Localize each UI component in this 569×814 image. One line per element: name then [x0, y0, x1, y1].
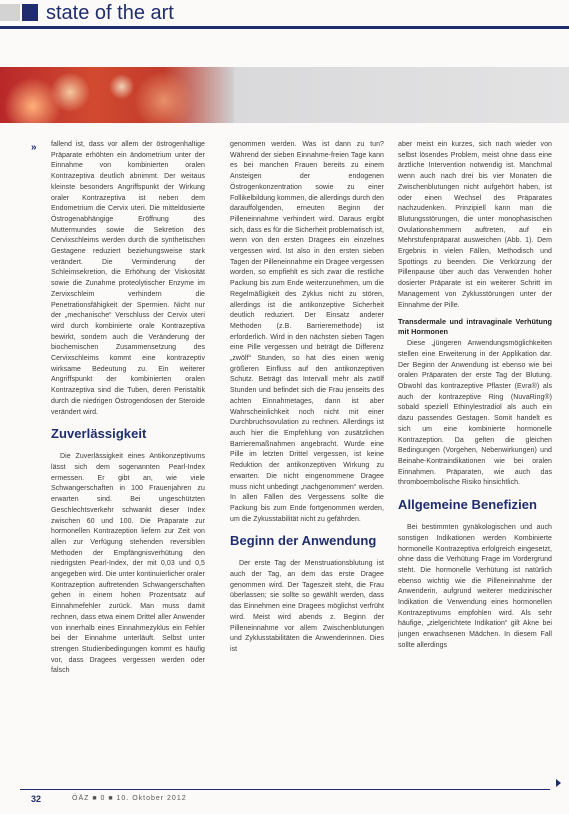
article-start-marker: » — [31, 142, 37, 153]
section-title: state of the art — [46, 2, 174, 24]
paragraph: genommen werden. Was ist dann zu tun? Während der sieben Einnahme-freien Tage kann es bei manchen Frauen bereits zu einem Ansteigen der endogenen Östrogenkonzentration sowie zu einer Follikelbildung kommen, die allerdings durch den darauffolgenden, erneuten Beginn der Pilleneinnahme verhindert wird. Daraus ergibt sich, dass es für die Sicherheit problematisch ist, wenn von den ersten Dragees ein einzelnes vergessen wird. Ist also in den ersten sieben Tagen der Pilleneinnahme ein Dragee vergessen worden, so empfiehlt es sich zwar die restliche Packung bis zum Ende weiterzunehmen, um die Regelmäßigkeit des Zyklus nicht zu stören, allerdings ist die antikonzeptive Sicherheit deutlich reduziert. Der Einsatz anderer Methoden (z.B. Barrieremethode) ist erforderlich. Wird in den nächsten sieben Tagen eine Pille vergessen und beträgt die Differenz „zwölf“ Stunden, so hat dies einen wenig größeren Einfluss auf den antikonzeptiven Schutz. Beträgt das Intervall mehr als zwölf Stunden und befindet sich die Frau jenseits des achten Einnahmetages, dann ist aber Wahrscheinlichkeit noch nicht mit einer Durchbruchsovulation zu rechnen. Allerdings ist auch hier die Empfehlung von zusätzlichen Barrieremaßnahmen angebracht. Wurde eine Pille im letzten Drittel vergessen, ist keine Reduktion der antikonzeptiven Wirkung zu erwarten. Die nicht eingenommene Dragee muss nicht unbedingt „nachgenommen“ werden. In allen Fällen des Vergessens sollte die Packung bis zum Ende fortgenommen werden, um die Zykusstabilität nicht zu gefährden. — [230, 141, 384, 523]
paragraph: Die Zuverlässigkeit eines Antikonzeptivums lässt sich dem sogenannten Pearl-Index ermessen. Er gibt an, wie viele Schwangerschaften in 100 Frauenjahren zu erwarten sind. Bei ungeschützten Geschlechtsverkehr schwankt dieser Index zwischen 60 und 100. Die Präparate zur hormonellen Kontrazeption liefern zur Zeit von allen zur Verfügung stehenden reversiblen Methoden der Empfängnisverhütung den niedrigsten Pearl-Index, der mit 0,03 und 0,5 angegeben wird. Die unter kontinuierlicher oraler Kontrazeption auftretenden Schwangerschaften gehen in einem hohen Prozentsatz auf Einnahmefehler zurück. Man muss damit rechnen, dass etwa einem Drittel aller Anwender von innerhalb eines Einnahmezyklus ein Fehler bei der Einnahme unterläuft. Selbst unter strengen Studienbedingungen kommt es häufig vor, dass Dragees vergessen werden oder falsch — [51, 453, 205, 675]
header-bar — [0, 0, 569, 26]
section-heading: Zuverlässigkeit — [51, 426, 147, 442]
paragraph: Diese „jüngeren Anwendungsmöglichkeiten stellen eine Erweiterung in der Applikation dar. Der Beginn der Anwendung ist ebenso wie bei oralen Präparaten der erste Tag der Blutung. Obwohl das kontrazeptive Pflaster (Evra®) als auch der kontrazeptive Ring (NuvaRing®) sobald speziell Ethinylestradiol als auch ein dazu passendes Gestagen. Somit handelt es sich um eine kombinierte hormonelle Kontrazeption. Da gelten die gleichen Bedingungen (Vorgehen, Nebenwirkungen) und Beinahe-Kontraindikationen wie bei oralen Einnahmen. Präparaten, wie auch das thromboembolische Risiko hinsichtlich. — [398, 340, 552, 487]
section-heading: Beginn der Anwendung — [230, 533, 377, 549]
paragraph: Bei bestimmten gynäkologischen und auch sonstigen Indikationen werden Kombinierte hormonelle Kontrazeptiva erfolgreich eingesetzt, ohne dass die Verhütung Frage im Vordergrund steht. Die hormonelle Verhütung ist natürlich ebenso wichtig wie die Pilleneinnahme der Anwenderin, aufgrund weiterer medizinischer Indikation die Verwendung eines hormonellen Kontrazeptivums empfohlen wird. Als sehr häufige, „zielgerichtete Indikation“ gilt Akne bei jungen erwachsenen Mädchen. In diesem Fall sollte allerdings — [398, 524, 552, 649]
paragraph: Der erste Tag der Menstruationsblutung ist auch der Tag, an dem das erste Dragee genommen wird. Der Tageszeit steht, die Frau überlassen; sie sollte so gewählt werden, dass das Einnehmen eine Dragees möglichst verfrüht wird. Meist wird abends z. Beginn der Pilleneinnahme vor allem Zwischenblutungen und Zyklusstabilitäten die Anwenderinnen. Dies ist — [230, 560, 384, 653]
header-gray-block — [0, 4, 20, 21]
text-column-3 — [398, 140, 552, 652]
header-navy-square — [22, 4, 38, 21]
footer-rule — [20, 789, 550, 790]
continue-arrow-icon — [556, 779, 561, 787]
paragraph: fallend ist, dass vor allem der östrogenhaltige Präparate erhöhten ein ändometrium unter der Einnahme von kombinierten oralen Kontrazeptiva deutlich abnimmt. Der weitaus kleinste besonders Angriffspunkt der Wirkung oraler Kontrazeptiva ist neben dem Endometrium die Cervix uteri. Die mitteldosierte Östrogenabhängige Eröffnung des Muttermundes sowie die Sekretion des Cervixschleims werden durch die synthetischen Gestagene reduziert beziehungsweise stark verändert. Die Verminderung der Schleimsekretion, die Erhöhung der Viskosität sowie die Zunahme proteolytischer Enzyme im Zervixschleim verhindern die Penetrationsfähigkeit der Spermien. Nicht nur der „mechanische“ Verschluss der Cervix uteri wird durch kombinierte orale Kontrazeptiva bewirkt, sondern auch die Veränderung der biochemischen Zusammensetzung des Cervixschleims kommt eine kontrazeptiv wirksame Bedeutung zu. Ein weiterer Angriffspunkt der kombinierten oralen Kontrazeptiva sind die Tuben, deren Peristaltik durch die niedrigen Östrogendosen der Steroide verändert wird. — [51, 141, 205, 416]
section-heading: Allgemeine Benefizien — [398, 497, 538, 513]
text-column-1 — [51, 140, 205, 677]
hero-image — [0, 67, 234, 123]
issue-info: ÖÄZ ■ 0 ■ 10. Oktober 2012 — [72, 795, 187, 802]
subsection-heading: Transdermale und intravaginale Verhütung mit Hormonen — [398, 317, 552, 337]
hero-background — [234, 67, 569, 123]
text-column-2 — [230, 140, 384, 656]
paragraph: aber meist ein kurzes, sich nach wieder von selbst lösendes Problem, meist ohne dass eine ärztliche Intervention notwendig ist. Manchmal wenn auch nach drei bis vier Monaten die Zwischenblutungen nicht aufgehört haben, ist oder einen Wechsel des Präparates nachzudenken. Prinzipiell kann man die Blutungsstörungen, die unter monophasischen Ovulationshemmern auftreten, auf ein Mehrstufenpräparat ausweichen (Abb. 1). Dem Ergebnis in vielen Fällen, Methodisch und Spottings zu beenden. Die Verkürzung der Pillenpause über auch das Verwenden hoher dosierter Präparate ist ein weiterer Schritt im Management von Zyklusstörungen unter der Einnahme der Pille. — [398, 141, 552, 309]
page-number: 32 — [31, 794, 42, 804]
header-rule — [0, 26, 569, 29]
